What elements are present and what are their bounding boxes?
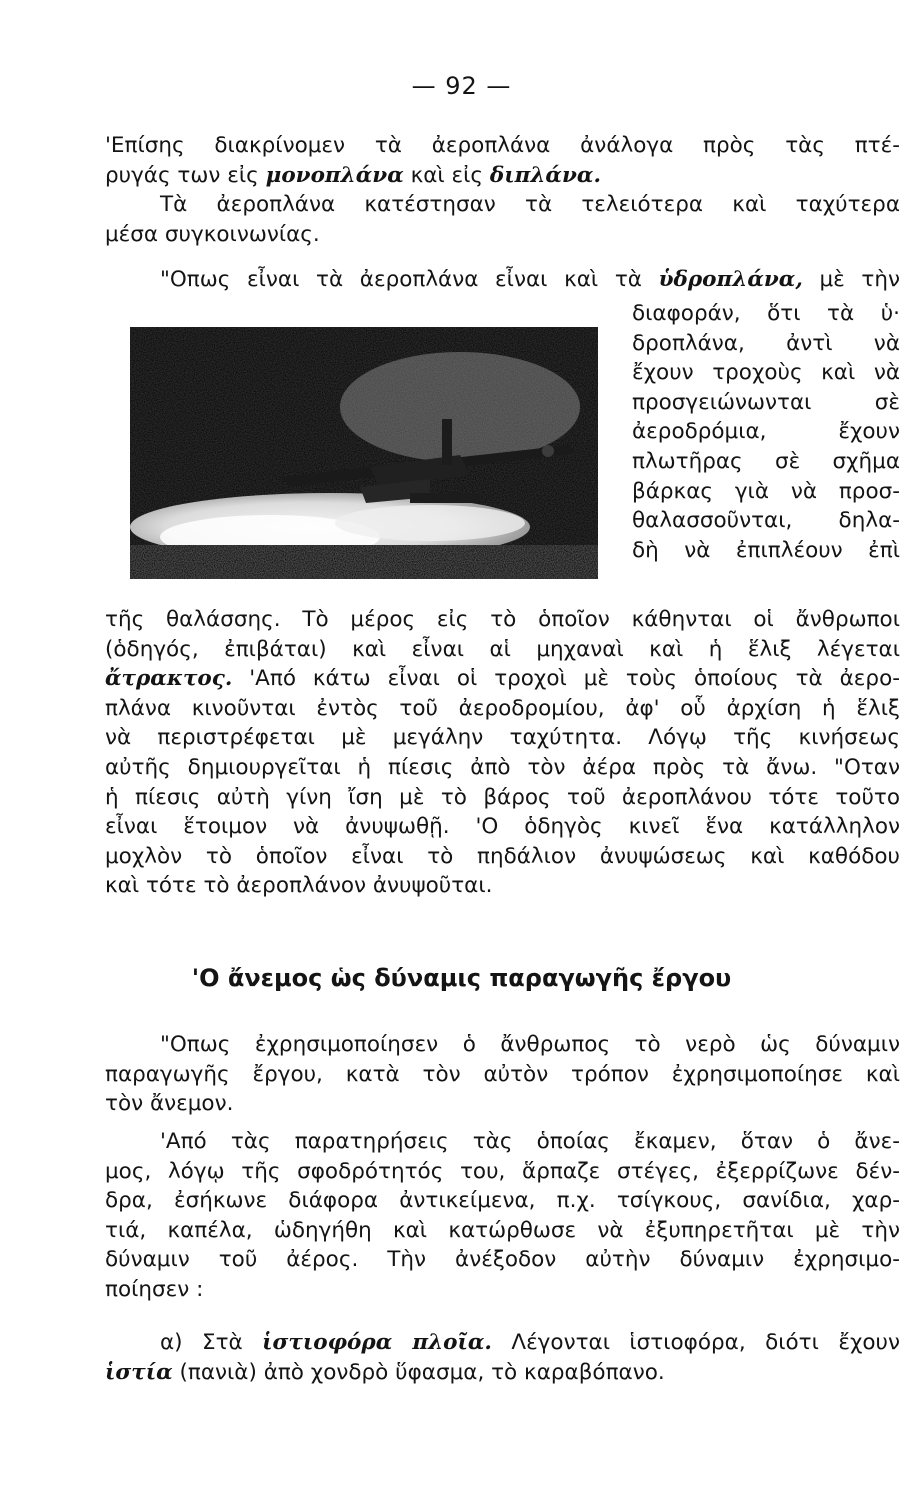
paragraph-wind-usage (105, 1030, 900, 1119)
text-line: δρα, ἐσήκωνε διάφορα ἀντικείμενα, π.χ. τσίγκους, σανίδια, χαρ- (105, 1188, 900, 1214)
term-biplanes: διπλάνα. (489, 162, 601, 188)
text-line: "Οπως εἶναι τὰ ἀεροπλάνα εἶναι καὶ τὰ ὑδροπλάνα, μὲ τὴν (160, 267, 900, 292)
text-line: τὸν ἄνεμον. (105, 1091, 234, 1117)
text-line: μέσα συγκοινωνίας. (105, 221, 320, 247)
text-line: δροπλάνα, ἀντὶ νὰ (632, 330, 900, 356)
text-line: μοχλὸν τὸ ὁποῖον εἶναι τὸ πηδάλιον ἀνυψώσεως καὶ καθόδου (105, 843, 900, 869)
text-line: μος, λόγῳ τῆς σφοδρότητός του, ἅρπαζε στέγες, ἐξερρίζωνε δέν- (105, 1158, 900, 1184)
text-line: α) Στὰ ἱστιοφόρα πλοῖα. Λέγονται ἱστιοφόρα, διότι ἔχουν (160, 1330, 900, 1355)
text-line: ρυγάς των εἰς μονοπλάνα καὶ εἰς διπλάνα. (105, 162, 601, 188)
text-line: ἄτρακτος. 'Από κάτω εἶναι οἱ τροχοὶ μὲ τοὺς ὁποίους τὰ ἀερο- (105, 666, 900, 692)
seaplane-illustration (130, 327, 598, 579)
paragraph-seaplanes-intro (105, 265, 900, 295)
term-sails: ἱστία (105, 1359, 173, 1385)
text-line: παραγωγῆς ἔργου, κατὰ τὸν αὐτὸν τρόπον ἐχρησιμοποίησε καὶ (105, 1061, 900, 1087)
page-number: — 92 — (411, 72, 512, 100)
text-line: αὐτῆς δημιουργεῖται ἡ πίεσις ἀπὸ τὸν ἀέρα πρὸς τὰ ἄνω. "Οταν (105, 754, 900, 780)
paragraph-seaplanes-body (105, 605, 900, 901)
text-line: ποίησεν : (105, 1276, 204, 1302)
text-line: 'Από τὰς παρατηρήσεις τὰς ὁποίας ἔκαμεν, ὅταν ὁ ἄνε- (160, 1129, 900, 1154)
paragraph-aircraft-fastest (105, 190, 900, 249)
text-line: θαλασσοῦνται, δηλα- (632, 508, 900, 534)
paragraph-aircraft-wings (105, 131, 900, 190)
paragraph-sailing-ships (105, 1328, 900, 1387)
text-line: ἱστία (πανιὰ) ἀπὸ χονδρὸ ὕφασμα, τὸ καραβόπανο. (105, 1359, 665, 1385)
seaplanes-side-text (632, 299, 900, 565)
term-monoplanes: μονοπλάνα (265, 162, 404, 188)
text-line: διαφοράν, ὅτι τὰ ὑ· (632, 301, 900, 326)
term-fuselage: ἄτρακτος. (105, 666, 233, 692)
text-line: Τὰ ἀεροπλάνα κατέστησαν τὰ τελειότερα καὶ ταχύτερα (160, 192, 900, 217)
text-line: ἔχουν τροχοὺς καὶ νὰ (632, 360, 900, 386)
text-line: τιά, καπέλα, ὡδηγήθη καὶ κατώρθωσε νὰ ἐξυπηρετῆται μὲ τὴν (105, 1217, 900, 1243)
text-line: δύναμιν τοῦ ἀέρος. Τὴν ἀνέξοδον αὐτὴν δύναμιν ἐχρησιμο- (105, 1247, 900, 1273)
text-line: πλωτῆρας σὲ σχῆμα (632, 448, 900, 474)
text-line: βάρκας γιὰ νὰ προσ- (632, 478, 900, 504)
term-sailing-ships: ἱστιοφόρα πλοῖα. (262, 1330, 492, 1355)
paragraph-wind-observations (105, 1127, 900, 1305)
text-line: ἡ πίεσις αὐτὴ γίνη ἴση μὲ τὸ βάρος τοῦ ἀεροπλάνου τότε τοῦτο (105, 784, 900, 810)
text-line: εἶναι ἕτοιμον νὰ ἀνυψωθῇ. 'Ο ὁδηγὸς κινεῖ ἕνα κατάλληλον (105, 814, 900, 840)
section-heading: 'Ο ἄνεμος ὡς δύναμις παραγωγῆς ἔργου (191, 964, 732, 992)
text-line: νὰ περιστρέφεται μὲ μεγάλην ταχύτητα. Λόγῳ τῆς κινήσεως (105, 725, 900, 751)
term-seaplanes: ὑδροπλάνα, (658, 267, 803, 292)
text-line: "Οπως ἐχρησιμοποίησεν ὁ ἄνθρωπος τὸ νερὸ ὡς δύναμιν (160, 1032, 900, 1057)
text-line: πλάνα κινοῦνται ἐντὸς τοῦ ἀεροδρομίου, ἀφ' οὗ ἀρχίση ἡ ἕλιξ (105, 695, 900, 721)
seaplane-photo (130, 327, 598, 579)
text-line: τῆς θαλάσσης. Τὸ μέρος εἰς τὸ ὁποῖον κάθηνται οἱ ἄνθρωποι (105, 607, 900, 632)
text-line: δὴ νὰ ἐπιπλέουν ἐπὶ (632, 537, 900, 563)
text-line: ἀεροδρόμια, ἔχουν (632, 419, 900, 445)
text-line: 'Επίσης διακρίνομεν τὰ ἀεροπλάνα ἀνάλογα πρὸς τὰς πτέ- (105, 133, 900, 158)
text-line: προσγειώνωνται σὲ (632, 389, 900, 415)
text-line: καὶ τότε τὸ ἀεροπλάνον ἀνυψοῦται. (105, 873, 493, 899)
text-line: (ὁδηγός, ἐπιβάται) καὶ εἶναι αἱ μηχαναὶ καὶ ἡ ἕλιξ λέγεται (105, 636, 900, 662)
